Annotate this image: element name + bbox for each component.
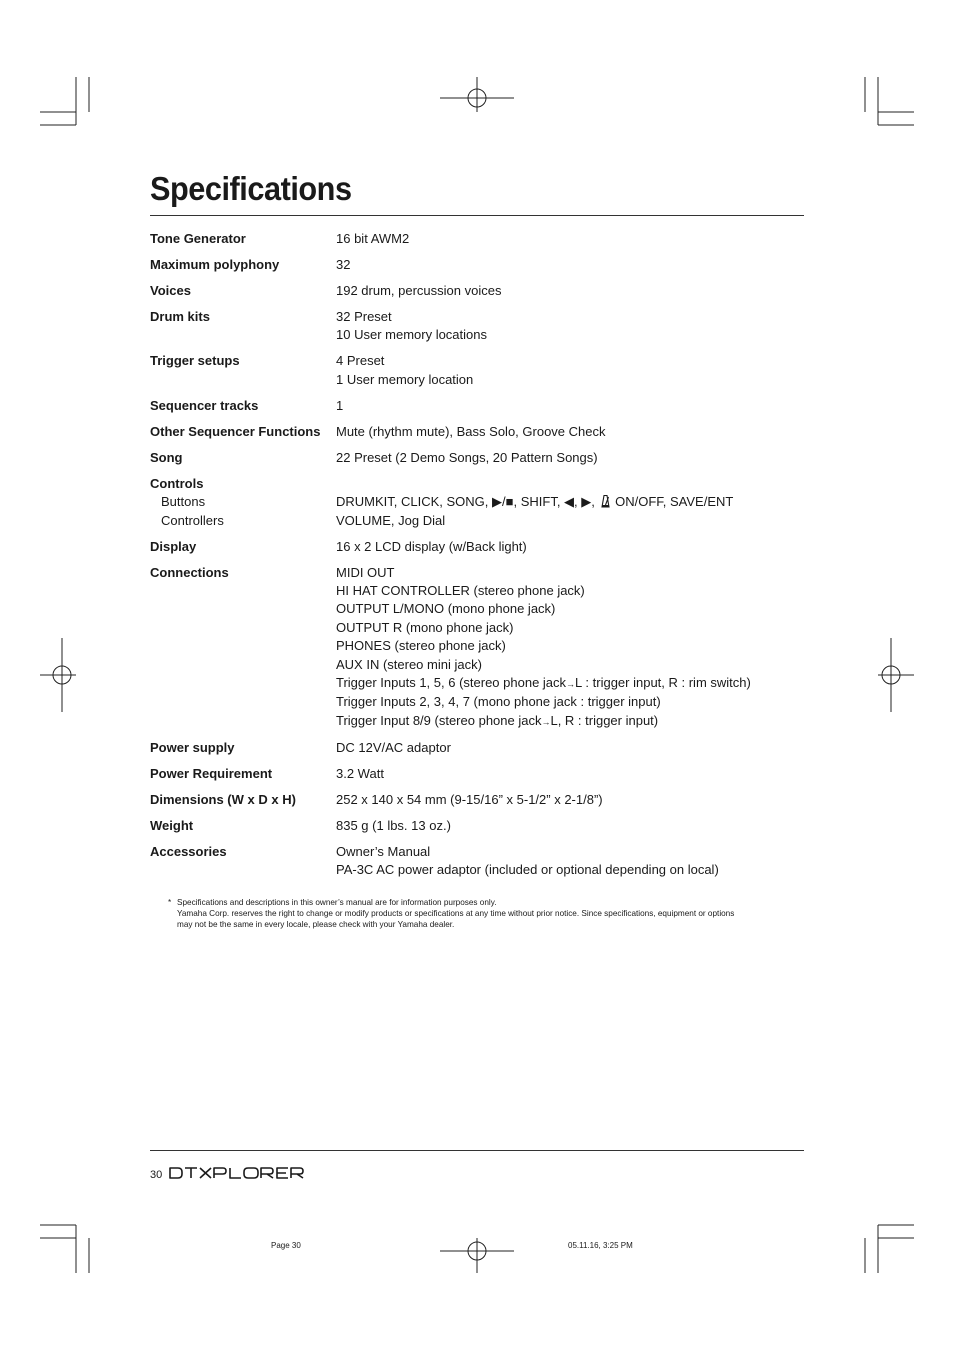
- trigger-text: L : trigger input, R : rim switch): [575, 675, 751, 691]
- spec-row: [150, 843, 804, 887]
- spec-row: [150, 564, 804, 739]
- footnote-line: may not be the same in every locale, please check with your Yamaha dealer.: [177, 920, 455, 930]
- spec-value-line: 252 x 140 x 54 mm (9-15/16” x 5-1/2” x 2-1/8”): [336, 791, 603, 807]
- spec-label: Sequencer tracks: [150, 397, 259, 413]
- spec-value: [336, 423, 804, 449]
- spec-label: Dimensions (W x D x H): [150, 791, 296, 807]
- spec-value-line: Owner’s Manual: [336, 843, 431, 859]
- spec-value-line: 1: [336, 397, 344, 413]
- title-rule: [150, 215, 804, 216]
- spec-label: Power supply: [150, 739, 235, 755]
- spec-label: Weight: [150, 817, 194, 833]
- spec-value: [336, 230, 804, 256]
- print-slug-page: Page 30: [271, 1241, 301, 1250]
- spec-value: [336, 843, 804, 887]
- spec-table: [150, 230, 804, 887]
- spec-value-blank: [336, 475, 804, 493]
- spec-label: Display: [150, 538, 197, 554]
- buttons-prefix: DRUMKIT, CLICK, SONG, ▶/■, SHIFT, ◀, ▶,: [336, 494, 595, 510]
- spec-value-line: MIDI OUT: [336, 564, 395, 580]
- spec-value: [336, 282, 804, 308]
- spec-value-line: 3.2 Watt: [336, 765, 384, 781]
- spec-value-line: HI HAT CONTROLLER (stereo phone jack): [336, 583, 585, 599]
- spec-row: [150, 475, 804, 538]
- spec-value-line: 1 User memory location: [336, 371, 474, 387]
- footnote-line: Specifications and descriptions in this owner’s manual are for information purposes only.: [177, 898, 497, 907]
- spec-value-line: VOLUME, Jog Dial: [336, 512, 446, 528]
- spec-label: Connections: [150, 564, 229, 580]
- spec-label: Trigger setups: [150, 353, 240, 369]
- spec-row: [150, 538, 804, 564]
- spec-value: [336, 817, 804, 843]
- footnote-text: [168, 897, 808, 931]
- spec-value: [336, 308, 804, 352]
- spec-row: [150, 739, 804, 765]
- spec-value-line: AUX IN (stereo mini jack): [336, 656, 482, 672]
- spec-label: Power Requirement: [150, 765, 273, 781]
- page-number: 30: [150, 1169, 163, 1181]
- spec-value: [336, 564, 804, 739]
- spec-label: Other Sequencer Functions: [150, 423, 321, 439]
- footnote-marker: *: [168, 898, 172, 907]
- spec-label: Controls: [150, 475, 204, 491]
- spec-value: [336, 397, 804, 423]
- spec-value-line: 16 bit AWM2: [336, 231, 410, 246]
- buttons-suffix: ON/OFF, SAVE/ENT: [615, 494, 734, 510]
- spec-value-line: OUTPUT L/MONO (mono phone jack): [336, 601, 556, 617]
- spec-value: [336, 765, 804, 791]
- spec-label-group: [150, 475, 336, 538]
- spec-value-line: 22 Preset (2 Demo Songs, 20 Pattern Songs): [336, 449, 598, 465]
- spec-row: [150, 256, 804, 282]
- footnote-line: Yamaha Corp. reserves the right to change or modify products or specifications at any time without prior notice. Since specifications, equipment or options: [177, 909, 735, 919]
- trigger-text: Trigger Inputs 2, 3, 4, 7 (mono phone jack : trigger input): [336, 694, 661, 710]
- spec-value-line: 32 Preset: [336, 309, 392, 324]
- spec-sublabel: Controllers: [161, 512, 224, 528]
- spec-row: [150, 352, 804, 396]
- spec-row: [150, 791, 804, 817]
- spec-label: Song: [150, 449, 183, 465]
- spec-row: [150, 397, 804, 423]
- spec-value-line: [336, 493, 804, 511]
- spec-row: [150, 765, 804, 791]
- spec-value-line: OUTPUT R (mono phone jack): [336, 619, 514, 635]
- trigger-text: Trigger Inputs 1, 5, 6 (stereo phone jack: [336, 675, 567, 691]
- spec-value: [336, 449, 804, 475]
- spec-value-line: 835 g (1 lbs. 13 oz.): [336, 817, 451, 833]
- spec-value: [336, 538, 804, 564]
- arrow-icon: →: [566, 679, 576, 690]
- spec-label: Drum kits: [150, 309, 210, 324]
- spec-label: Maximum polyphony: [150, 257, 280, 272]
- spec-value-line: Mute (rhythm mute), Bass Solo, Groove Check: [336, 423, 606, 439]
- spec-row: [150, 230, 804, 256]
- spec-value: [336, 475, 804, 538]
- spec-value-line: 10 User memory locations: [336, 327, 487, 343]
- spec-row: [150, 423, 804, 449]
- spec-value-line: 32: [336, 257, 351, 272]
- spec-label: Accessories: [150, 843, 227, 859]
- spec-value-line: DC 12V/AC adaptor: [336, 739, 451, 755]
- spec-value-line: PA-3C AC power adaptor (included or optional depending on local): [336, 862, 719, 878]
- spec-value-line: 16 x 2 LCD display (w/Back light): [336, 538, 527, 554]
- dtxplorer-logo: [168, 1166, 310, 1180]
- spec-sublabel: Buttons: [161, 494, 206, 510]
- spec-row: [150, 817, 804, 843]
- trigger-text: L, R : trigger input): [550, 712, 659, 728]
- metronome-icon: [599, 494, 612, 508]
- footer-rule: [150, 1150, 804, 1151]
- spec-row: [150, 449, 804, 475]
- spec-value: [336, 256, 804, 282]
- spec-value-line: [336, 674, 804, 693]
- spec-value: [336, 791, 804, 817]
- spec-value-line: [336, 712, 804, 731]
- spec-label: Voices: [150, 283, 191, 298]
- spec-value: [336, 739, 804, 765]
- spec-row: [150, 308, 804, 352]
- spec-row: [150, 282, 804, 308]
- spec-value-line: [336, 693, 804, 711]
- arrow-icon: →: [541, 716, 551, 727]
- spec-value-line: PHONES (stereo phone jack): [336, 638, 506, 654]
- footnote: [168, 897, 808, 931]
- spec-value: [336, 352, 804, 396]
- trigger-text: Trigger Input 8/9 (stereo phone jack: [336, 712, 542, 728]
- spec-value-line: 4 Preset: [336, 353, 385, 369]
- spec-value-line: 192 drum, percussion voices: [336, 283, 502, 298]
- page-title: Specifications: [150, 170, 352, 207]
- spec-label: Tone Generator: [150, 231, 246, 246]
- print-slug-date: 05.11.16, 3:25 PM: [568, 1241, 633, 1250]
